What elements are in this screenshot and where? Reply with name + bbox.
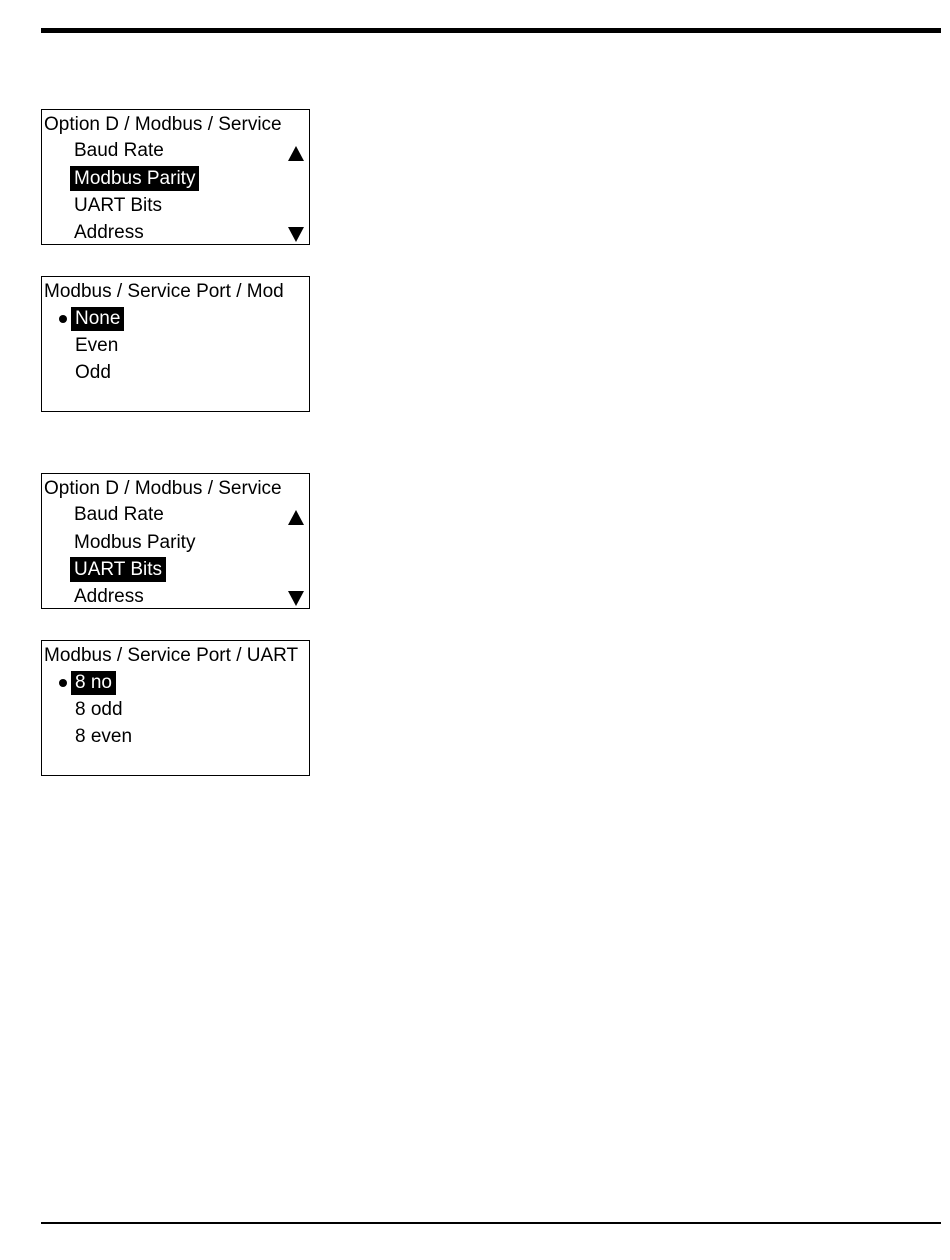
- screen-title: Modbus / Service Port / Mod: [44, 281, 284, 302]
- option-8-no[interactable]: 8 no: [71, 671, 116, 695]
- screen-title: Modbus / Service Port / UART: [44, 645, 299, 666]
- scroll-down-icon[interactable]: [288, 591, 304, 606]
- display-screen-service-menu-uart: [41, 473, 310, 609]
- top-rule: [41, 28, 941, 33]
- option-8-odd[interactable]: 8 odd: [75, 699, 123, 720]
- menu-item-baud-rate[interactable]: Baud Rate: [74, 504, 164, 525]
- display-screen-uart-options: [41, 640, 310, 776]
- scroll-up-icon[interactable]: [288, 510, 304, 525]
- display-screen-service-menu-parity: [41, 109, 310, 245]
- menu-item-uart-bits[interactable]: UART Bits: [74, 195, 162, 216]
- menu-item-uart-bits[interactable]: UART Bits: [70, 557, 166, 582]
- option-8-even[interactable]: 8 even: [75, 726, 133, 747]
- screen-title: Option D / Modbus / Service: [44, 114, 282, 135]
- menu-item-address[interactable]: Address: [74, 586, 144, 607]
- scroll-up-icon[interactable]: [288, 146, 304, 161]
- scroll-down-icon[interactable]: [288, 227, 304, 242]
- display-screen-parity-options: [41, 276, 310, 412]
- option-even[interactable]: Even: [75, 335, 119, 356]
- menu-item-modbus-parity[interactable]: Modbus Parity: [70, 166, 199, 191]
- bottom-rule: [41, 1222, 941, 1224]
- option-odd[interactable]: Odd: [75, 362, 111, 383]
- menu-item-modbus-parity[interactable]: Modbus Parity: [74, 532, 196, 553]
- menu-item-address[interactable]: Address: [74, 222, 144, 243]
- screen-title: Option D / Modbus / Service: [44, 478, 282, 499]
- bullet-icon: [59, 315, 67, 323]
- option-none[interactable]: None: [71, 307, 124, 331]
- menu-item-baud-rate[interactable]: Baud Rate: [74, 140, 164, 161]
- bullet-icon: [59, 679, 67, 687]
